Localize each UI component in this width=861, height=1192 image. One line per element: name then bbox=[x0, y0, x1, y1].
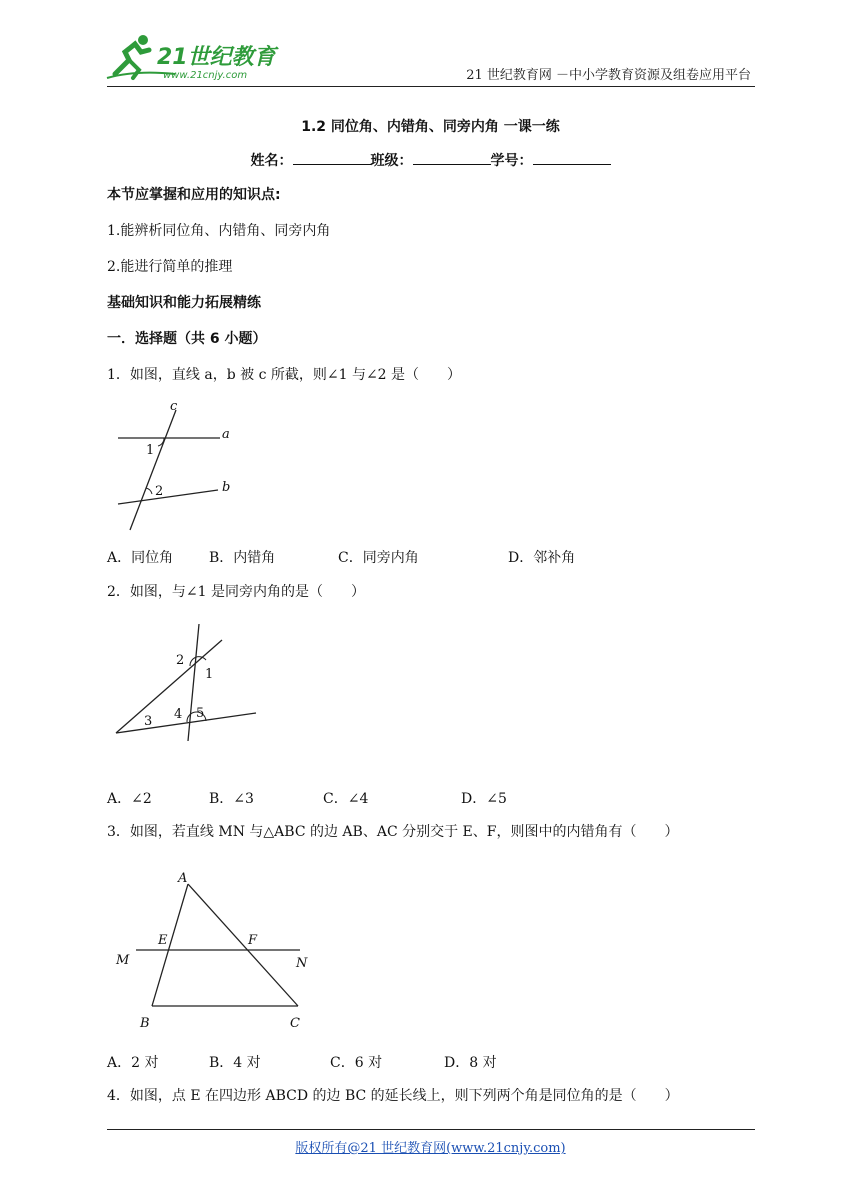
q2-option-c[interactable]: C．∠4 bbox=[323, 791, 369, 807]
number-label: 学号： bbox=[490, 153, 533, 169]
q1-option-b[interactable]: B．内错角 bbox=[209, 550, 276, 566]
label-angle-1: 1 bbox=[146, 443, 155, 458]
label-angle-2: 2 bbox=[155, 484, 164, 499]
label-b: b bbox=[222, 480, 231, 495]
knowledge-heading: 本节应掌握和应用的知识点: bbox=[107, 187, 281, 203]
label-a: a bbox=[222, 427, 230, 442]
runner-logo-icon bbox=[105, 30, 285, 82]
question-2-figure bbox=[110, 620, 260, 744]
question-1-figure bbox=[112, 398, 242, 534]
q1-option-a[interactable]: A．同位角 bbox=[107, 550, 174, 566]
page-title: 1.2 同位角、内错角、同旁内角 一课一练 bbox=[301, 119, 560, 135]
name-label: 姓名： bbox=[250, 153, 293, 169]
label-C: C bbox=[290, 1016, 300, 1031]
q2-option-d[interactable]: D．∠5 bbox=[461, 791, 507, 807]
footer-copyright-link[interactable]: 版权所有@21 世纪教育网(www.21cnjy.com) bbox=[295, 1141, 566, 1156]
practice-heading: 基础知识和能力拓展精练 bbox=[107, 295, 261, 311]
label-c: c bbox=[170, 399, 178, 414]
q1-option-d[interactable]: D．邻补角 bbox=[508, 550, 576, 566]
question-3-stem: 3．如图，若直线 MN 与△ABC 的边 AB、AC 分别交于 E、F，则图中的内错角有（ ） bbox=[107, 824, 679, 840]
q1-option-c[interactable]: C．同旁内角 bbox=[338, 550, 419, 566]
student-info-line bbox=[0, 150, 861, 170]
name-blank[interactable] bbox=[293, 150, 371, 165]
question-3-figure bbox=[110, 864, 320, 1032]
header-site-text: 21 世纪教育网 －中小学教育资源及组卷应用平台 bbox=[466, 68, 751, 83]
label-B: B bbox=[140, 1016, 150, 1031]
logo-main-text: 21世纪教育 bbox=[157, 45, 276, 70]
number-blank[interactable] bbox=[533, 150, 611, 165]
q2-option-b[interactable]: B．∠3 bbox=[209, 791, 254, 807]
site-logo bbox=[105, 30, 285, 82]
label-M: M bbox=[116, 953, 130, 968]
question-4-stem: 4．如图，点 E 在四边形 ABCD 的边 BC 的延长线上，则下列两个角是同位角的是（ ） bbox=[107, 1088, 679, 1104]
label-F: F bbox=[248, 933, 258, 948]
q2-option-a[interactable]: A．∠2 bbox=[107, 791, 152, 807]
q3-option-d[interactable]: D．8 对 bbox=[444, 1055, 497, 1071]
question-1-stem: 1．如图，直线 a，b 被 c 所截，则∠1 与∠2 是（ ） bbox=[107, 367, 462, 383]
footer-divider bbox=[107, 1129, 755, 1130]
label-angle-3: 3 bbox=[144, 714, 153, 729]
label-A: A bbox=[178, 871, 188, 886]
label-N: N bbox=[296, 956, 308, 971]
q3-option-a[interactable]: A．2 对 bbox=[107, 1055, 159, 1071]
label-angle-1: 1 bbox=[205, 667, 214, 682]
header-divider bbox=[107, 86, 755, 87]
part1-heading: 一．选择题（共 6 小题） bbox=[107, 331, 267, 347]
label-E: E bbox=[158, 933, 168, 948]
class-blank[interactable] bbox=[413, 150, 491, 165]
q3-option-c[interactable]: C．6 对 bbox=[330, 1055, 383, 1071]
label-angle-2: 2 bbox=[176, 653, 185, 668]
question-2-stem: 2．如图，与∠1 是同旁内角的是（ ） bbox=[107, 584, 365, 600]
label-angle-4: 4 bbox=[174, 707, 183, 722]
logo-sub-text: www.21cnjy.com bbox=[163, 70, 248, 81]
knowledge-item: 1.能辨析同位角、内错角、同旁内角 bbox=[107, 223, 331, 239]
class-label: 班级： bbox=[370, 153, 413, 169]
knowledge-item: 2.能进行简单的推理 bbox=[107, 259, 233, 275]
q3-option-b[interactable]: B．4 对 bbox=[209, 1055, 261, 1071]
label-angle-5: 5 bbox=[196, 706, 205, 721]
